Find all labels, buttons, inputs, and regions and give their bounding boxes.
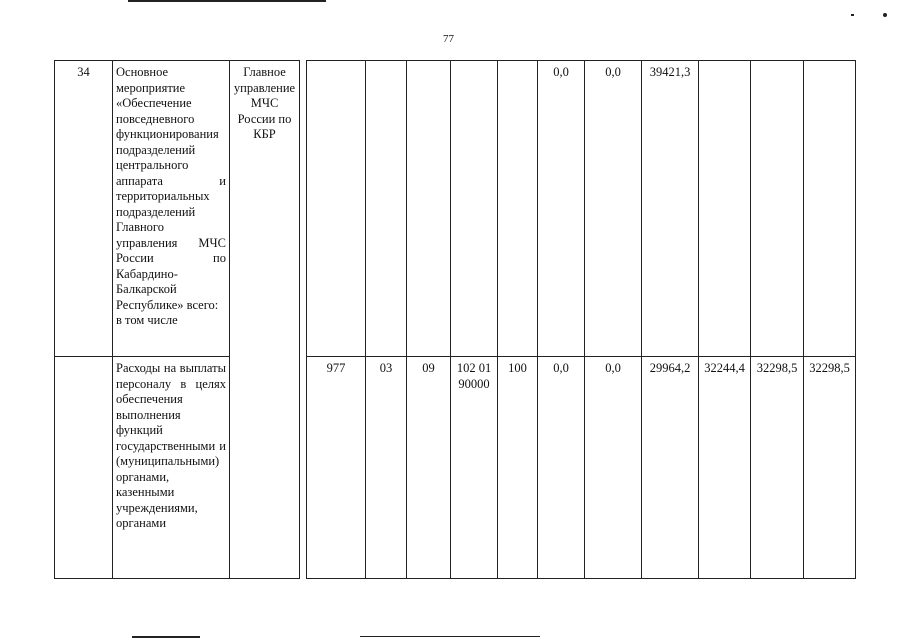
expense-type-code: 100	[498, 357, 538, 579]
value-cell: 32298,5	[804, 357, 856, 579]
row-executor: Главное управление МЧС России по КБР	[230, 61, 300, 579]
row-description	[113, 357, 230, 579]
row-description	[113, 61, 230, 357]
scan-artifact-bottom-line	[132, 636, 200, 638]
value-cell: 39421,3	[642, 61, 699, 357]
subsection-code: 09	[407, 357, 451, 579]
value-cell: 0,0	[538, 357, 585, 579]
budget-table	[54, 60, 856, 579]
section-code: 03	[366, 357, 407, 579]
value-cell: 29964,2	[642, 357, 699, 579]
row-number: 34	[55, 61, 113, 357]
scan-artifact-dot	[851, 14, 854, 16]
grbs-code: 977	[307, 357, 366, 579]
column-gap	[300, 357, 307, 579]
scan-artifact-dot	[883, 13, 887, 17]
row-number	[55, 357, 113, 579]
page-number: 77	[443, 33, 454, 45]
target-article-code: 102 01 90000	[451, 357, 498, 579]
table-row	[55, 61, 856, 357]
value-cell	[699, 61, 751, 357]
grbs-code	[307, 61, 366, 357]
section-code	[366, 61, 407, 357]
scan-artifact-top-line	[128, 0, 326, 2]
value-cell: 0,0	[585, 61, 642, 357]
row-description-sub: в том числе	[116, 313, 178, 327]
column-gap	[300, 61, 307, 357]
expense-type-code	[498, 61, 538, 357]
table-row	[55, 357, 856, 579]
value-cell: 0,0	[538, 61, 585, 357]
subsection-code	[407, 61, 451, 357]
value-cell: 32298,5	[751, 357, 804, 579]
row-description-text: Расходы на выплаты персоналу в целях обеспечения выполнения функций государственными и (муниципальными) органами, казенными учреждениями, органами	[116, 361, 226, 530]
scan-artifact-bottom-line	[360, 636, 540, 637]
value-cell	[751, 61, 804, 357]
target-article-code	[451, 61, 498, 357]
value-cell: 0,0	[585, 357, 642, 579]
value-cell	[804, 61, 856, 357]
value-cell: 32244,4	[699, 357, 751, 579]
row-description-text: Основное мероприятие «Обеспечение повседневного функционирования подразделений центрального аппарата и территориальных подразделений Главного управления МЧС России по Кабардино-Балкарской Республике» всего:	[116, 65, 226, 312]
